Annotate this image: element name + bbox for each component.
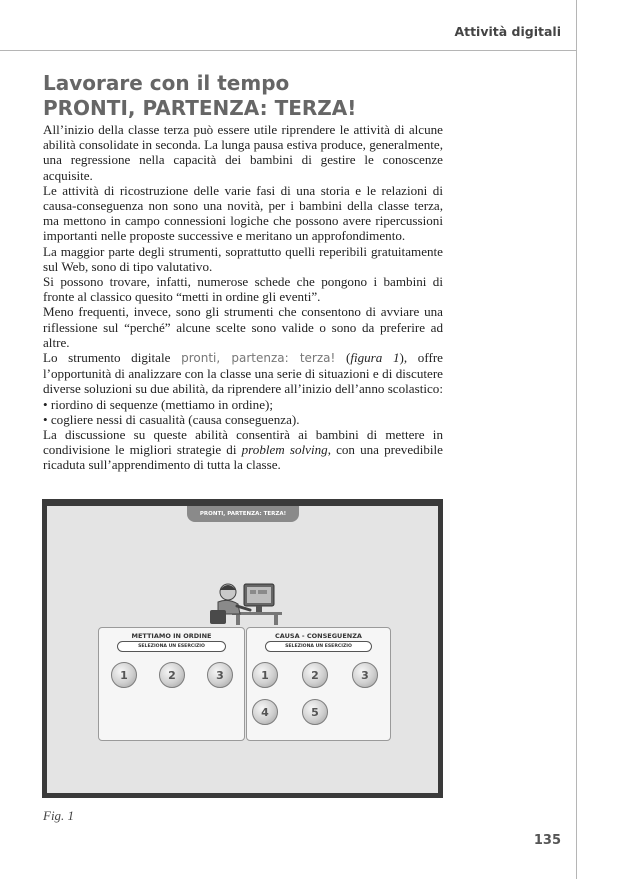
tool-name: pronti, partenza: terza! — [181, 351, 336, 366]
text-run: La discussione su queste abilità consentirà ai bambini di mettere in condivisione le migliori strategie di — [43, 427, 443, 458]
exercise-button[interactable]: 3 — [352, 662, 378, 688]
bullet-item: • riordino di sequenze (mettiamo in ordine); — [43, 396, 274, 412]
app-screenshot — [47, 506, 438, 793]
page-subtitle: PRONTI, PARTENZA: TERZA! — [43, 96, 357, 120]
exercise-button[interactable]: 3 — [207, 662, 233, 688]
exercise-button[interactable]: 2 — [302, 662, 328, 688]
app-header: PRONTI, PARTENZA: TERZA! — [187, 506, 299, 522]
page-number: 135 — [533, 833, 561, 848]
paragraph — [43, 350, 443, 397]
header-rule — [0, 50, 577, 51]
exercise-button[interactable]: 2 — [159, 662, 185, 688]
text-run: , con una prevedibile ricaduta sull’apprendimento di tutta la classe. — [43, 442, 443, 473]
page-title: Lavorare con il tempo — [43, 71, 290, 95]
section-label: Attività digitali — [454, 24, 561, 39]
paragraph: Si possono trovare, infatti, numerose schede che pongono i bambini di fronte al classico quesito “metti in ordine gli eventi”. — [43, 274, 443, 305]
panel-subtitle[interactable]: SELEZIONA UN ESERCIZIO — [265, 641, 372, 652]
paragraph: All’inizio della classe terza può essere utile riprendere le attività di alcune abilità consolidate in seconda. La lunga pausa estiva produce, generalmente, una regressione nella capacità dei bambini di gestire le conoscenze acquisite. — [43, 122, 443, 183]
exercise-button[interactable]: 5 — [302, 699, 328, 725]
body-text — [43, 122, 443, 473]
page-edge-rule — [576, 0, 577, 879]
text-run: ( — [335, 350, 351, 366]
exercise-button[interactable]: 4 — [252, 699, 278, 725]
panel-mettiamo-in-ordine — [98, 627, 245, 741]
panel-title: METTIAMO IN ORDINE — [131, 632, 212, 640]
emphasis: problem solving — [241, 442, 328, 458]
figure-reference: figura 1 — [350, 350, 400, 366]
bullet-item: • cogliere nessi di casualità (causa conseguenza). — [43, 411, 300, 427]
figure-caption: Fig. 1 — [43, 808, 75, 823]
panel-causa-conseguenza — [246, 627, 391, 741]
panel-subtitle[interactable]: SELEZIONA UN ESERCIZIO — [117, 641, 226, 652]
child-at-computer-illustration — [204, 580, 284, 626]
paragraph: La maggior parte degli strumenti, soprattutto quelli reperibili gratuitamente sul Web, sono di tipo valutativo. — [43, 243, 443, 274]
paragraph — [43, 427, 443, 473]
paragraph: Le attività di ricostruzione delle varie fasi di una storia e le relazioni di causa-conseguenza non sono una novità, per i bambini della classe terza, ma mettono in campo connessioni logiche che possono avere ripercussioni importanti nelle proposte successive e meritano un approfondimento. — [43, 182, 443, 244]
exercise-button[interactable]: 1 — [111, 662, 137, 688]
text-run: Lo strumento digitale — [43, 350, 182, 366]
paragraph: Meno frequenti, invece, sono gli strumenti che consentono di avviare una riflessione sul “perché” alcune scelte sono valide o sono da preferire ad altre. — [43, 304, 443, 350]
figure-frame — [42, 499, 443, 798]
text-run: ), offre l’opportunità di analizzare con la classe una serie di situazioni e di discutere diverse soluzioni su due abilità, da riprendere all’inizio dell’anno scolastico: — [43, 350, 443, 397]
exercise-button[interactable]: 1 — [252, 662, 278, 688]
panel-title: CAUSA - CONSEGUENZA — [275, 632, 362, 640]
